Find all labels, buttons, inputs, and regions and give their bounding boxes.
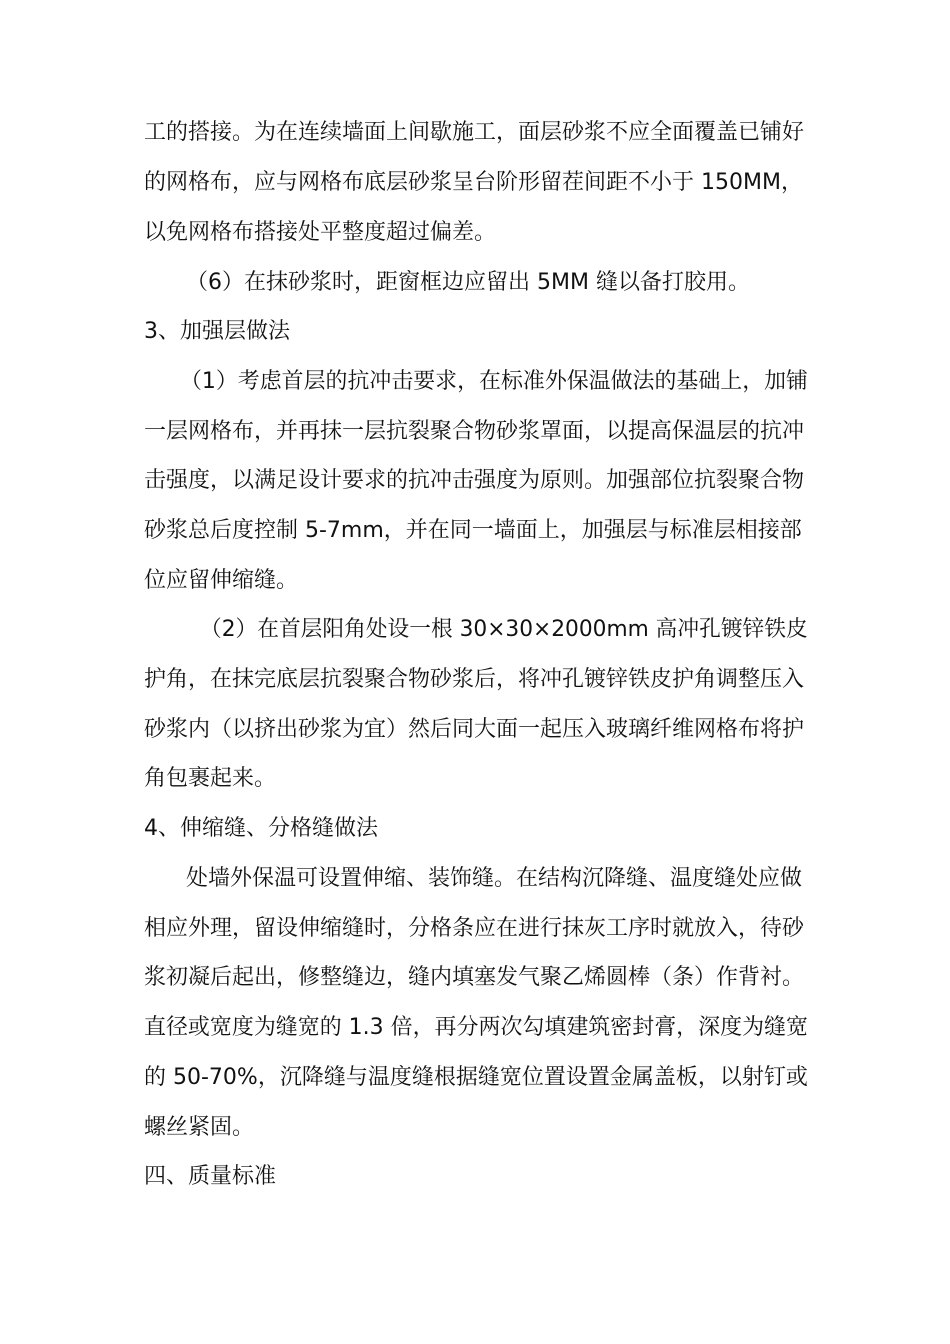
- text-line: 浆初凝后起出，修整缝边，缝内填塞发气聚乙烯圆棒（条）作背衬。: [144, 965, 805, 990]
- text-line: 击强度，以满足设计要求的抗冲击强度为原则。加强部位抗裂聚合物: [144, 468, 805, 493]
- paragraph-start: 处墙外保温可设置伸缩、装饰缝。在结构沉降缝、温度缝处应做: [186, 866, 803, 891]
- text-line: 角包裹起来。: [144, 766, 277, 791]
- text-line: 以免网格布搭接处平整度超过偏差。: [144, 220, 497, 245]
- text-line: 的 50-70%，沉降缝与温度缝根据缝宽位置设置金属盖板，以射钉或: [144, 1065, 808, 1090]
- paragraph-item-1: （1）考虑首层的抗冲击要求，在标准外保温做法的基础上，加铺: [180, 369, 808, 394]
- text-line: 位应留伸缩缝。: [144, 568, 299, 593]
- paragraph-item-6: （6）在抹砂浆时，距窗框边应留出 5MM 缝以备打胶用。: [186, 270, 750, 295]
- chapter-heading: 四、质量标准: [144, 1164, 277, 1189]
- text-line: 直径或宽度为缝宽的 1.3 倍，再分两次勾填建筑密封膏，深度为缝宽: [144, 1015, 808, 1040]
- text-line: 的网格布，应与网格布底层砂浆呈台阶形留茬间距不小于 150MM，: [144, 170, 803, 195]
- text-line: 一层网格布，并再抹一层抗裂聚合物砂浆罩面，以提高保温层的抗冲: [144, 419, 805, 444]
- section-heading: 3、加强层做法: [144, 319, 290, 344]
- text-line: 砂浆总后度控制 5-7mm，并在同一墙面上，加强层与标准层相接部: [144, 518, 802, 543]
- paragraph-item-2: （2）在首层阳角处设一根 30×30×2000mm 高冲孔镀锌铁皮: [200, 617, 808, 642]
- text-line: 砂浆内（以挤出砂浆为宜）然后同大面一起压入玻璃纤维网格布将护: [144, 717, 805, 742]
- text-line: 护角，在抹完底层抗裂聚合物砂浆后，将冲孔镀锌铁皮护角调整压入: [144, 667, 805, 692]
- text-line: 螺丝紧固。: [144, 1115, 255, 1140]
- text-line: 工的搭接。为在连续墙面上间歇施工，面层砂浆不应全面覆盖已铺好: [144, 120, 805, 145]
- text-line: 相应外理，留设伸缩缝时，分格条应在进行抹灰工序时就放入，待砂: [144, 916, 805, 941]
- section-heading: 4、伸缩缝、分格缝做法: [144, 816, 378, 841]
